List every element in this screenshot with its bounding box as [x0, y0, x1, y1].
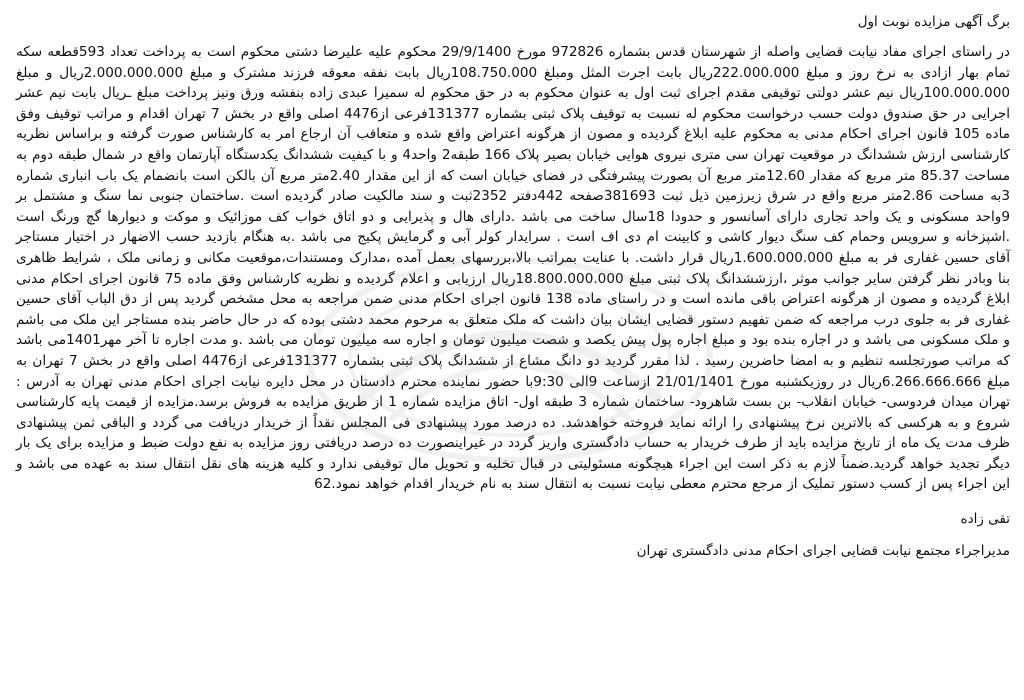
notice-body: در راستای اجرای مفاد نیابت قضایی واصله از شهرستان قدس بشماره 972826 مورخ 29/9/1400 محکوم علیه علیرضا دشتی محکوم است به پرداخت تعداد 593قطعه سکه تمام بهار ازادی به نرخ روز و مبلغ 222.000.000ریال بابت اجرت المثل ومبلغ 108.750.000ریال بابت نفقه معوقه فرزند مشترک و مبلغ 2.000.000.000ریال و مبلغ 100.000.000ریال نیم عشر دولتی توقیفی مقدم اجرای ثبت اول به عنوان محکوم به در حق محکوم له سمیرا عبدی زاده بنفشه ورق ونیز پرداخت مبلغ ـریال بابت نیم عشر اجرایی در حق صندوق دولت حسب درخواست محکوم له نسبت به توقیف پلاک ثبتی بشماره 131377فرعی از4476 اصلی واقع در بخش 7 تهران اقدام و مراتب توقیف وفق ماده 105 قانون اجرای احکام مدنی به محکوم علیه ابلاغ گردیده و مصون از هرگونه اعتراض واقع شده و متعاقب آن ارجاع امر به کارشناس صورت گرفته و براساس نظریه کارشناسی ارزش ششدانگ در موقعیت تهران سی متری نیروی هوایی خیابان بصیر پلاک 166 طبقه2 واحد4 و با کیفیت ششدانگ یکدستگاه آپارتمان واقع در شمال طبقه دوم به مساحت 85.37 متر مربع که مقدار 12.60متر مربع آن بصورت پیشرفتگی در فضای خیابان است که از این مقدار 2.40متر مربع آن بالکن است بانضمام یک باب انباری شماره 3به مساحت 2.86متر مربع واقع در شرق زیرزمین ذیل ثبت 381693صفحه 442دفتر 2352ثبت و سند مالکیت صادر گردیده است .ساختمان جنوبی نما سنگ و مشتمل بر 9واحد مسکونی و یک واحد تجاری دارای آسانسور و حدودا 18سال ساخت می باشد .دارای هال و پذیرایی و دو اتاق خواب کف موزائیک و موکت و دیوارها گچ ورنگ است .اشپزخانه و سرویس وحمام کف سنگ دیوار کاشی و کابینت ام دی اف است . سرایدار کولر آبی و گرمایش پکیج می باشد .به هنگام بازدید حسب الاضهار در اختیار مستاجر آقای حسین غفاری فر به مبلغ 1.600.000.000ریال قرار داشت. با عنایت بمراتب بالا،بررسهای بعمل آمده ،مدارک ومستندات،موقعیت مکانی و زمانی ملک ، شرایط ظاهری بنا وبادر نظر گرفتن سایر جوانب موثر ،ارزششدانگ پلاک ثبتی مبلغ 18.800.000.000ریال ارزیابی و اعلام گردیده و نظریه کارشناس وفق ماده 75 قانون اجرای احکام مدنی ابلاغ گردیده و مصون از هرگونه اعتراض باقی مانده است و در راستای ماده 138 قانون اجرای احکام مدنی ضمن مراجعه به محل مشخص گردید پس از دق الباب آقای حسین غفاری فر به جلوی درب مراجعه که ضمن تفهیم دستور قضایی ایشان بیان داشت که ملک متعلق به مرحوم محمد دشتی بوده که در حال حاضر بنده مستاجر این ملک می باشم و ملک مسکونی می باشد و در اجاره بنده بود و مبلغ اجاره پول پیش یکصد و شصت میلیون تومان و اجاره سه میلیون تومان می باشد .و مدت اجاره تا آخر مهر1401می باشد که مراتب صورتجلسه تنظیم و به امضا حاضرین رسید . لذا مقرر گردید دو دانگ مشاع از ششدانگ پلاک ثبتی بشماره 131377فرعی از4476 اصلی واقع در بخش 7 تهران به مبلغ 6.266.666.666ریال در روزیکشنبه مورخ 21/01/1401 ازساعت 9الی 9:30با حضور نماینده محترم دادستان در محل دایره نیابت اجرای احکام مدنی تهران به آدرس : تهران میدان فردوسی- خیابان انقلاب- بن بست شاهرود- ساختمان شماره 3 طبقه اول- اتاق مزایده شماره 1 از طریق مزایده به فروش برسد.مزایده از قیمت پایه کارشناسی شروع و به هرکسی که بالاترین نرخ پیشنهادی را ارائه نماید فروخته خواهدشد. ده درصد مورد پیشنهادی فی المجلس نقداً از خریدار دریافت می گردد و الباقی ثمن پیشنهادی ظرف مدت یک ماه از تاریخ مزایده باید از طرف خریدار به حساب دادگستری واریز گردد در غیراینصورت ده درصد دریافتی روز مزایده به نفع دولت ضبط و مزایده برای یک بار دیگر تجدید خواهد گردید.ضمناً لازم به ذکر است این اجراء هیچگونه مسئولیتی در قبال تخلیه و تحویل مال توقیفی ندارد و کلیه هزینه های نقل انتقال سند به عهده می باشد و این اجراء پس از کسب دستور تملیک از مرجع محترم معطی نیابت نسبت به انتقال سند به نام خریدار اقدام خواهد نمود.62: [16, 44, 1011, 493]
signature-title: مدیراجراء مجتمع نیابت قضایی اجرای احکام مدنی دادگستری تهران: [636, 543, 1010, 560]
notice-heading: برگ آگهی مزایده نوبت اول: [857, 14, 1010, 30]
signature-name: تقی زاده: [960, 511, 1010, 528]
